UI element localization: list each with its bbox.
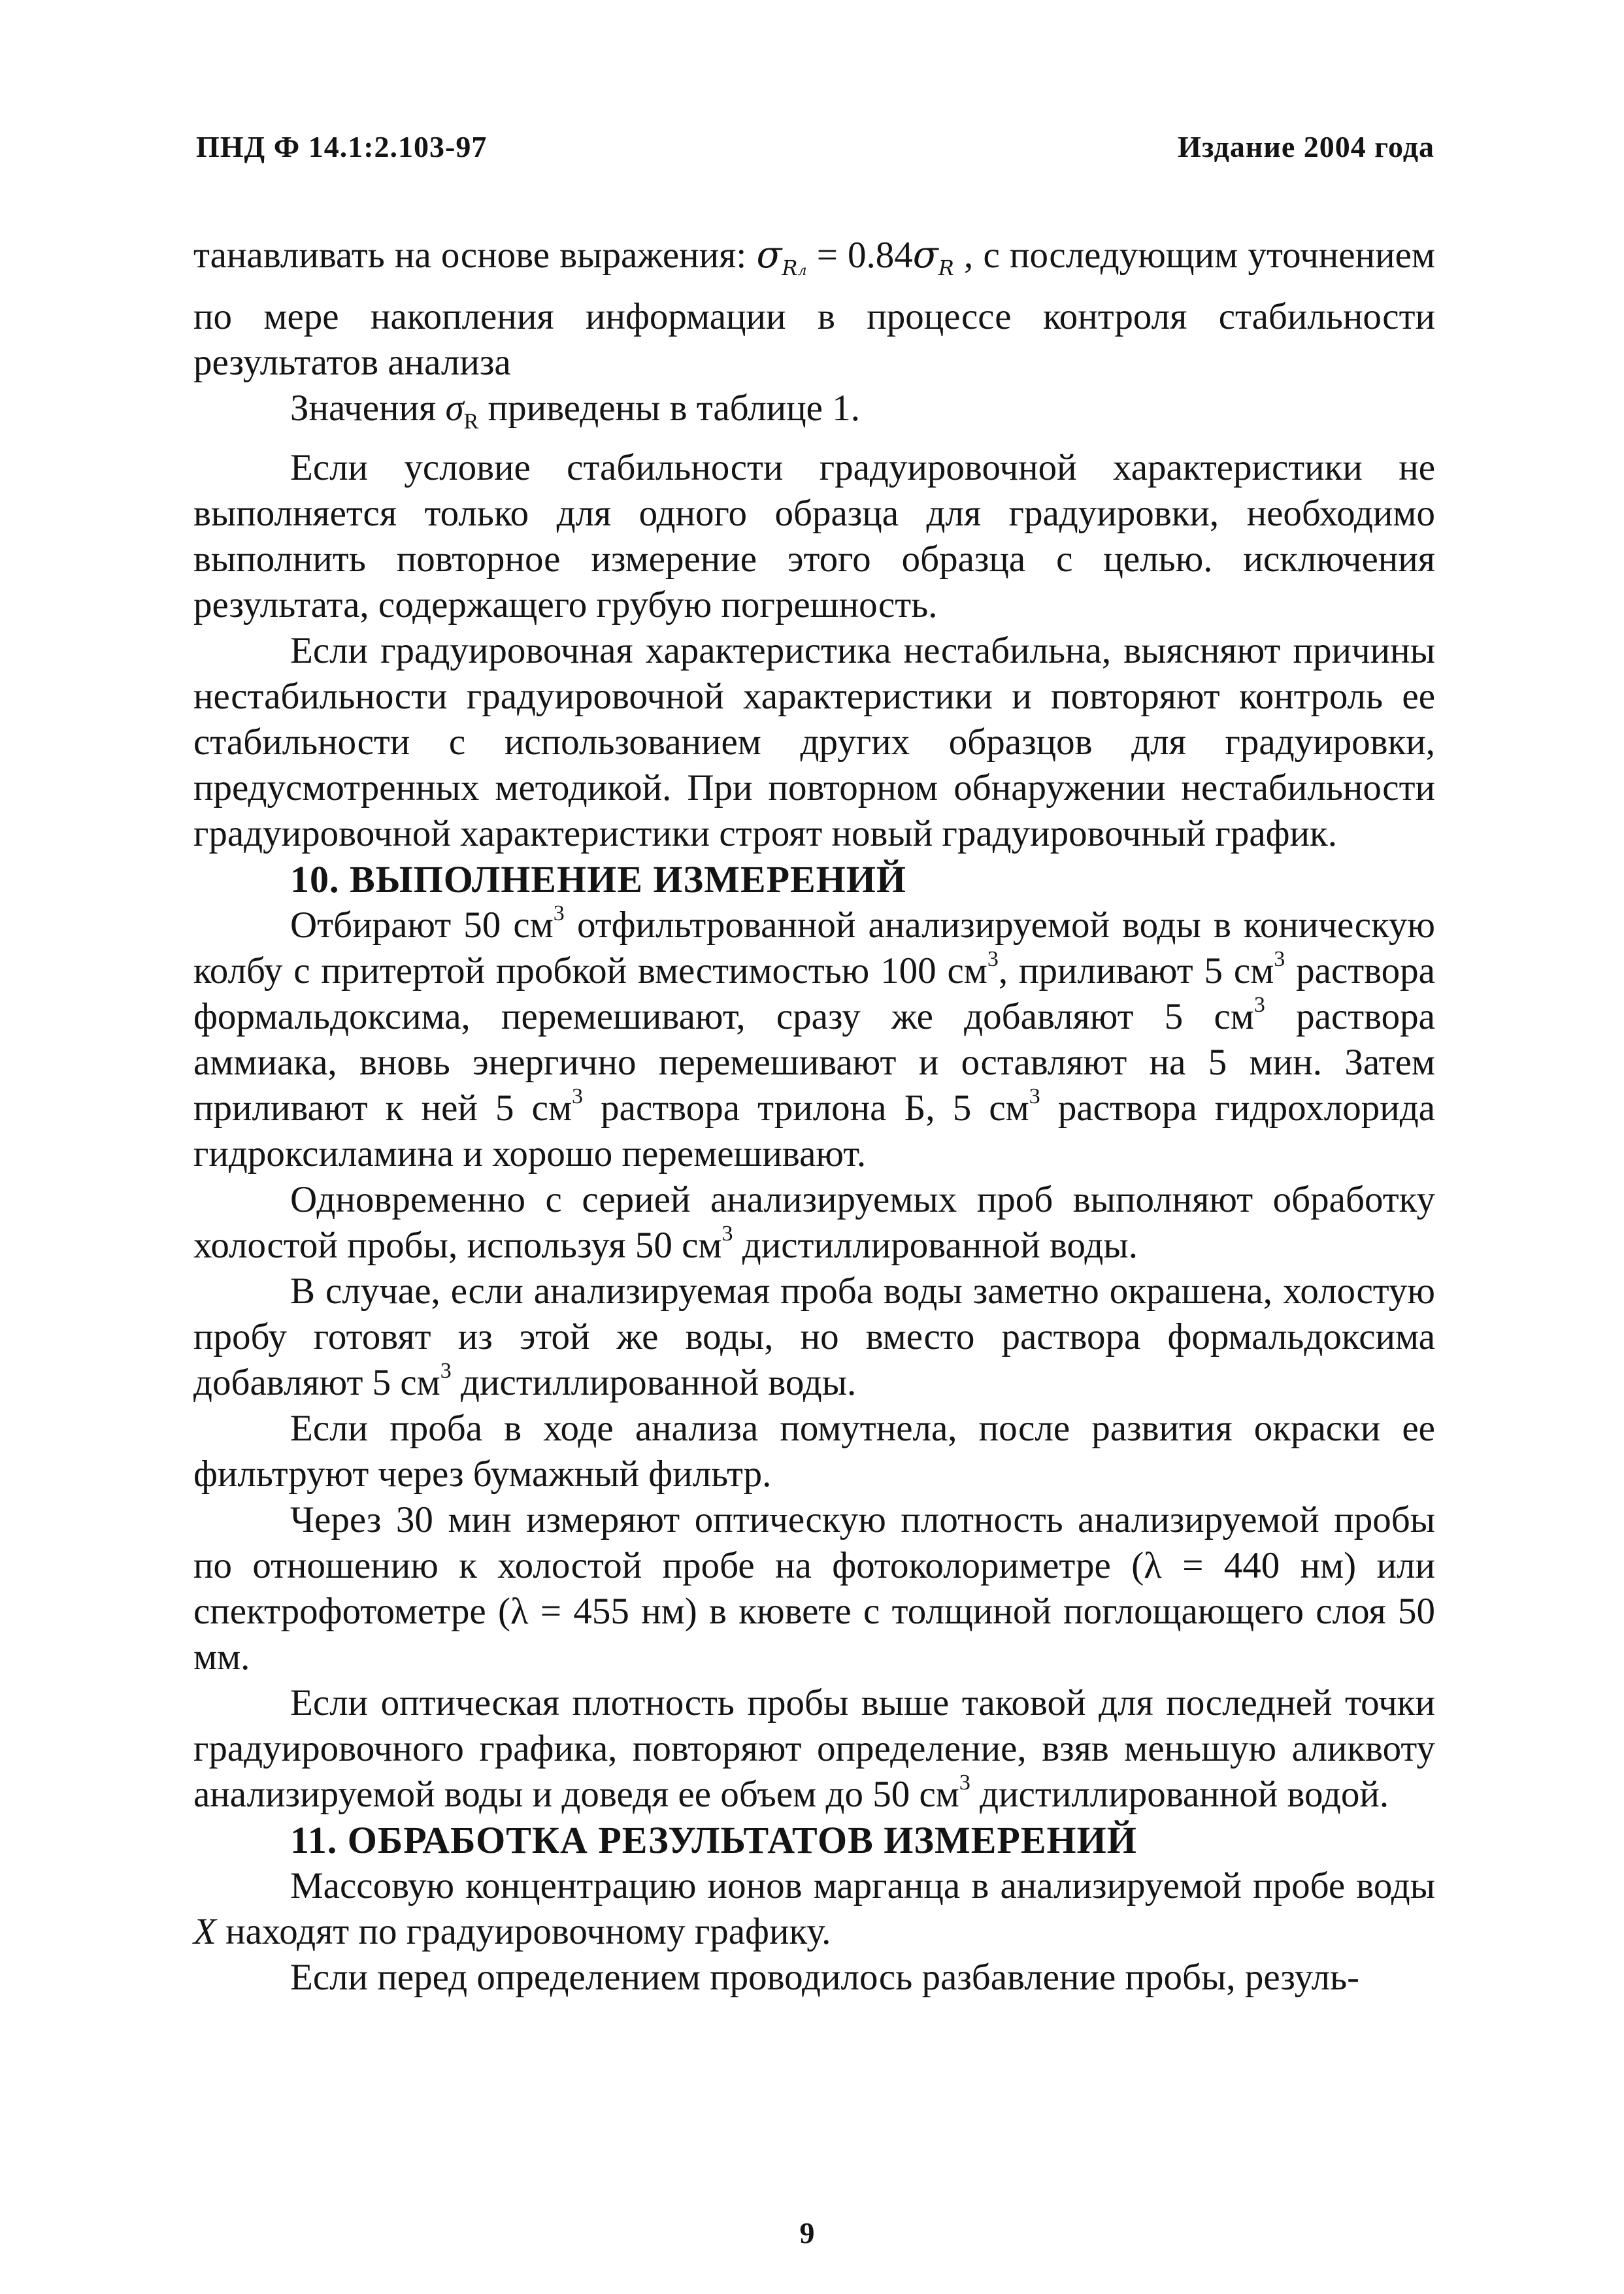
section-10-heading: 10. ВЫПОЛНЕНИЕ ИЗМЕРЕНИЙ (290, 857, 907, 901)
paragraph-formula: танавливать на основе выражения: $\sigma_{Rл} = 0.84\sigma_R$ , с последующим уточнением по мере накопления информации в процессе контроля стабильности результатов анализа (193, 233, 1435, 384)
variable-x: X (193, 1910, 216, 1952)
paragraph-10-3: В случае, если анализируемая проба воды заметно окрашена, холостую пробу готовят из этой же воды, но вместо раствора формальдоксима добавляют 5 $см^3$ дистиллированной воды. (193, 1270, 1435, 1403)
document-code: ПНД Ф 14.1:2.103-97 (196, 130, 488, 163)
section-11-heading: 11. ОБРАБОТКА РЕЗУЛЬТАТОВ ИЗМЕРЕНИЙ (290, 1818, 1137, 1861)
paragraph-10-2: Одновременно с серией анализируемых проб выполняют обработку холостой пробы, используя 50 $см^3$ дистиллированной воды. (193, 1178, 1435, 1266)
paragraph-sigma-values: Значения $\sigma_R$ приведены в таблице 1. (290, 388, 860, 434)
page-number: 9 (799, 2216, 815, 2250)
sigma-formula: $\sigma_{Rл} = 0.84\sigma_R$ (756, 233, 954, 281)
paragraph-10-5: Через 30 мин измеряют оптическую плотность анализируемой пробы по отношению к холостой пробе на фотоколориметре (λ = 440 нм) или спектрофотометре (λ = 455 нм) в кювете с толщиной поглощающего слоя 50 мм. (193, 1499, 1435, 1678)
page-header (196, 129, 1434, 164)
edition-label: Издание 2004 года (1178, 130, 1434, 163)
paragraph-11-1: Массовую концентрацию ионов марганца в анализируемой пробе воды X находят по градуировочному графику. (193, 1865, 1435, 1952)
document-body (193, 232, 1435, 2001)
paragraph-10-1: Отбирают 50 $см^3$ отфильтрованной анализируемой воды в коническую колбу с притертой пробкой вместимостью 100 $см^3$, приливают 5 $см^3$ раствора формальдоксима, перемешивают, сразу же добавляют 5 $см^3$ раствора аммиака, вновь энергично перемешивают и оставляют на 5 мин. Затем приливают к ней 5 $см^3$ раствора трилона Б, 5 $см^3$ раствора гидрохлорида гидроксиламина и хорошо перемешивают. (193, 901, 1435, 1174)
paragraph-unstable: Если градуировочная характеристика нестабильна, выясняют причины нестабильности градуировочной характеристики и повторяют контроль ее стабильности с использованием других образцов для градуировки, предусмотренных методикой. При повторном обнаружении нестабильности градуировочной характеристики строят новый градуировочный график. (193, 629, 1435, 854)
paragraph-10-4: Если проба в ходе анализа помутнела, после развития окраски ее фильтруют через бумажный фильтр. (193, 1407, 1435, 1495)
paragraph-11-2: Если перед определением проводилось разбавление пробы, резуль- (290, 1956, 1360, 1998)
paragraph-10-6: Если оптическая плотность пробы выше таковой для последней точки градуировочного графика, повторяют определение, взяв меньшую аликвоту анализируемой воды и доведя ее объем до 50 $см^3$ дистиллированной водой. (193, 1682, 1435, 1815)
paragraph-stability-condition: Если условие стабильности градуировочной характеристики не выполняется только для одного образца для градуировки, необходимо выполнить повторное измерение этого образца с целью. исключения результата, содержащего грубую погрешность. (193, 446, 1435, 625)
